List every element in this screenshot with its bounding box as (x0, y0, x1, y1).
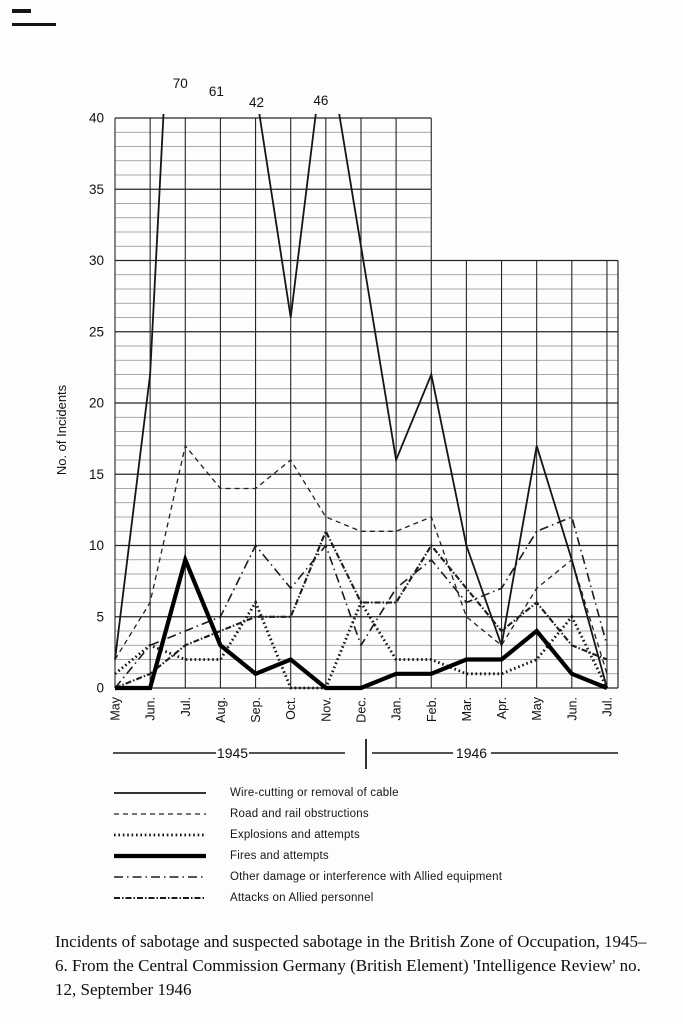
y-tick-label: 35 (88, 181, 104, 197)
legend-sample-line-dotted (112, 829, 208, 841)
legend-sample-line-dash-dot (112, 871, 208, 883)
peak-label: 70 (172, 76, 188, 91)
y-tick-label: 0 (96, 680, 104, 696)
year-brackets (113, 739, 618, 769)
y-tick-label: 5 (96, 609, 104, 625)
legend-sample-line-solid-thick (112, 850, 208, 862)
legend-item (112, 866, 582, 887)
legend-item (112, 845, 582, 866)
x-tick-label: May (108, 697, 123, 721)
legend-item-label: Wire-cutting or removal of cable (230, 786, 399, 799)
year-label-1946: 1946 (455, 745, 488, 761)
x-tick-label: Dec. (354, 697, 369, 723)
x-tick-label: Jun. (565, 697, 580, 721)
peak-label: 61 (208, 84, 224, 99)
x-tick-label: Aug. (213, 697, 228, 723)
legend-item-label: Fires and attempts (230, 849, 329, 862)
x-tick-label: Sep. (249, 697, 264, 723)
y-tick-label: 20 (88, 395, 104, 411)
peak-label: 46 (313, 93, 329, 108)
y-axis-labels (89, 111, 104, 696)
y-tick-label: 25 (88, 324, 104, 340)
legend-item (112, 824, 582, 845)
x-tick-label: Jun. (143, 697, 158, 721)
legend-item-label: Attacks on Allied personnel (230, 891, 374, 904)
figure-caption: Incidents of sabotage and suspected sabotage in the British Zone of Occupation, 1945–6. From the Central Commission Germany (British Element) 'Intelligence Review' no. 12, September 1946 (55, 932, 647, 1000)
year-label-1945: 1945 (216, 745, 249, 761)
legend-item-label: Other damage or interference with Allied equipment (230, 870, 503, 883)
legend-sample-line-solid-thin (112, 787, 208, 799)
legend-sample-line-dashed (112, 808, 208, 820)
peak-label: 42 (249, 95, 265, 110)
x-tick-label: Oct. (284, 697, 299, 720)
x-tick-label: Apr. (495, 697, 510, 720)
legend-item-label: Explosions and attempts (230, 828, 360, 841)
x-axis-labels (109, 696, 615, 722)
y-tick-label: 40 (88, 110, 104, 126)
x-tick-label: Jan. (389, 697, 404, 721)
legend-item (112, 803, 582, 824)
y-tick-label: 30 (88, 253, 104, 268)
legend-item (112, 782, 582, 803)
legend-item (112, 887, 582, 908)
legend-item-label: Road and rail obstructions (230, 807, 369, 820)
y-tick-label: 10 (88, 538, 104, 553)
chart-legend (112, 782, 582, 908)
x-tick-label: Jul. (178, 697, 193, 717)
legend-sample-line-fine-dash (112, 892, 208, 904)
x-tick-label: Nov. (319, 697, 334, 722)
x-tick-label: Jul. (600, 697, 615, 717)
x-tick-label: Feb. (424, 697, 439, 723)
peak-value-labels (173, 76, 329, 110)
x-tick-label: May (530, 697, 545, 721)
y-tick-label: 15 (88, 466, 104, 482)
x-tick-label: Mar. (459, 697, 474, 722)
y-axis-title: No. of Incidents (54, 384, 69, 476)
